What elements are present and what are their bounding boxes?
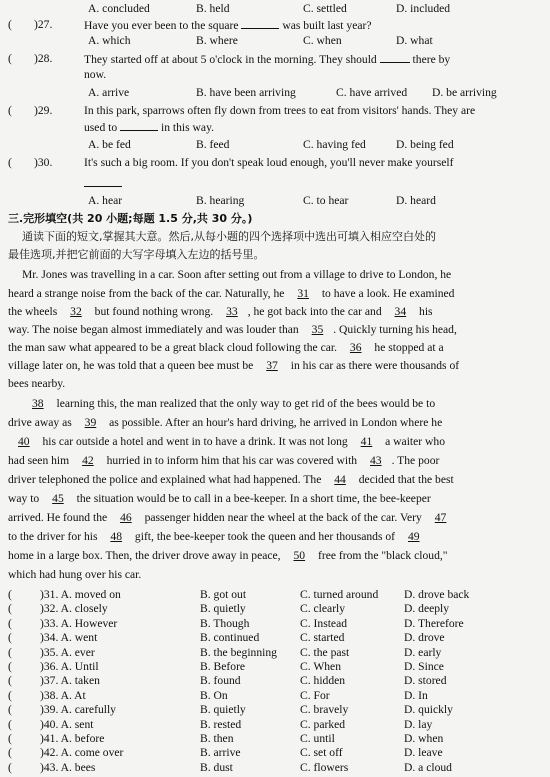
blank-50: 50 xyxy=(293,549,306,562)
answer-option-c[interactable]: C. the past xyxy=(300,645,350,659)
passage-line: drive away as 39 as possible. After an hour's hard driving, he arrived in London where he xyxy=(8,416,443,429)
passage-line: which had hung over his car. xyxy=(8,568,142,581)
answer-option-c[interactable]: C. clearly xyxy=(300,602,346,616)
blank-40: 40 xyxy=(18,435,30,448)
answer-paren[interactable]: ( xyxy=(8,104,12,117)
answer-option-d[interactable]: D. early xyxy=(404,645,442,659)
section-instruction-1: 通读下面的短文,掌握其大意。然后,从每小题的四个选择项中选出可填入相应空白处的 xyxy=(22,230,436,243)
blank-33: 33 xyxy=(226,305,238,318)
passage-line: had seen him 42 hurried in to inform him that his car was covered with 43 . The poor xyxy=(8,454,440,467)
q30-option-a[interactable]: A. hear xyxy=(88,194,123,207)
q26-options xyxy=(0,2,550,16)
answer-option-d[interactable]: D. leave xyxy=(404,746,443,760)
answer-option-c[interactable]: C. started xyxy=(300,631,345,645)
answer-option-b[interactable]: B. then xyxy=(200,732,234,745)
q30-option-d[interactable]: D. heard xyxy=(396,194,436,207)
answer-option-d[interactable]: D. Therefore xyxy=(404,616,464,630)
answer-blank xyxy=(380,52,410,63)
answer-option-a[interactable]: )33. A. However xyxy=(40,616,118,630)
answer-option-d[interactable]: D. deeply xyxy=(404,602,450,616)
q26-option-c[interactable]: C. settled xyxy=(303,2,347,15)
q30-options xyxy=(0,194,550,208)
answer-option-a[interactable]: )42. A. come over xyxy=(40,746,124,760)
answer-blank xyxy=(120,120,158,131)
answer-paren[interactable]: ( xyxy=(8,645,12,659)
passage-line: the wheels 32 but found nothing wrong. 33 , he got back into the car and 34 his xyxy=(8,305,433,318)
passage-line: way to 45 the situation would be to call in a bee-keeper. In a short time, the bee-keeper xyxy=(8,492,431,505)
answer-option-c[interactable]: C. For xyxy=(300,688,330,702)
answer-paren[interactable]: ( xyxy=(8,602,12,616)
q27-option-c[interactable]: C. when xyxy=(303,34,342,47)
answer-paren[interactable]: ( xyxy=(8,631,12,645)
q28-option-a[interactable]: A. arrive xyxy=(88,86,130,99)
answer-option-a[interactable]: )38. A. At xyxy=(40,688,86,702)
q28-option-c[interactable]: C. have arrived xyxy=(336,86,408,99)
answer-paren[interactable]: ( xyxy=(8,688,12,702)
answer-option-d[interactable]: D. In xyxy=(404,688,428,702)
answer-option-c[interactable]: C. When xyxy=(300,660,342,673)
answer-option-a[interactable]: )37. A. taken xyxy=(40,674,100,688)
passage-line: home in a large box. Then, the driver drove away in peace, 50 free from the "black cloud," xyxy=(8,549,448,562)
answer-option-b[interactable]: B. quietly xyxy=(200,602,246,616)
blank-46: 46 xyxy=(120,511,132,524)
question-number: )29. xyxy=(34,104,53,117)
answer-option-d[interactable]: D. lay xyxy=(404,717,433,731)
blank-37: 37 xyxy=(266,359,278,372)
question-text: Have you ever been to the square was built last year? xyxy=(84,19,372,32)
q27-option-d[interactable]: D. what xyxy=(396,34,433,47)
blank-32: 32 xyxy=(70,305,82,318)
question-number: )28. xyxy=(34,52,53,65)
passage-line: to the driver for his 48 gift, the bee-keeper took the queen and her thousands of 49 xyxy=(8,530,430,543)
q26-option-b[interactable]: B. held xyxy=(196,2,230,15)
answer-paren[interactable]: ( xyxy=(8,52,12,65)
passage-line: 40 his car outside a hotel and went in to have a drink. It was not long 41 a waiter who xyxy=(8,435,445,448)
passage-line: bees nearby. xyxy=(8,377,66,390)
answer-option-b[interactable]: B. Before xyxy=(200,660,246,673)
answer-option-a[interactable]: )31. A. moved on xyxy=(40,588,121,601)
answer-option-d[interactable]: D. when xyxy=(404,732,444,745)
question-number: )27. xyxy=(34,18,53,31)
blank-48: 48 xyxy=(110,530,123,543)
blank-49: 49 xyxy=(407,530,420,543)
q27-options xyxy=(0,34,550,48)
answer-paren[interactable]: ( xyxy=(8,616,12,630)
answer-row xyxy=(0,761,550,777)
answer-option-c[interactable]: C. parked xyxy=(300,717,346,731)
question-text: They started off at about 5 o'clock in the morning. They should there by xyxy=(84,53,451,66)
blank-44: 44 xyxy=(334,473,346,486)
answer-option-c[interactable]: C. hidden xyxy=(300,674,346,688)
q27-option-b[interactable]: B. where xyxy=(196,34,238,47)
blank-36: 36 xyxy=(349,341,362,354)
q28-option-d[interactable]: D. be arriving xyxy=(432,86,497,99)
answer-option-c[interactable]: C. set off xyxy=(300,746,343,760)
blank-43: 43 xyxy=(370,454,382,467)
answer-paren[interactable]: ( xyxy=(8,18,12,31)
answer-paren[interactable]: ( xyxy=(8,732,12,745)
answer-paren[interactable]: ( xyxy=(8,674,12,688)
answer-option-a[interactable]: )34. A. went xyxy=(40,631,98,645)
q28-options xyxy=(0,86,550,100)
answer-paren[interactable]: ( xyxy=(8,703,12,717)
q27-option-a[interactable]: A. which xyxy=(88,34,131,47)
passage-line: Mr. Jones was travelling in a car. Soon after setting out from a village to drive to London, he xyxy=(22,268,452,281)
answer-option-d[interactable]: D. quickly xyxy=(404,703,453,717)
answer-option-a[interactable]: )32. A. closely xyxy=(40,602,108,616)
q29-option-c[interactable]: C. having fed xyxy=(303,138,366,151)
answer-option-a[interactable]: )43. A. bees xyxy=(40,760,96,774)
answer-option-a[interactable]: )36. A. Until xyxy=(40,660,99,673)
question-number: )30. xyxy=(34,156,53,169)
answer-option-b[interactable]: B. On xyxy=(200,688,228,702)
answer-option-b[interactable]: B. dust xyxy=(200,760,233,774)
q29-option-d[interactable]: D. being fed xyxy=(396,138,454,151)
answer-blank xyxy=(84,176,122,191)
passage-line: heard a strange noise from the back of the car. Naturally, he 31 to have a look. He examined xyxy=(8,287,455,300)
blank-45: 45 xyxy=(52,492,64,505)
answer-blank xyxy=(241,18,279,29)
answer-option-c[interactable]: C. turned around xyxy=(300,588,379,601)
answer-paren[interactable]: ( xyxy=(8,588,12,601)
q26-option-d[interactable]: D. included xyxy=(396,2,451,15)
blank-35: 35 xyxy=(311,323,324,336)
answer-option-b[interactable]: B. got out xyxy=(200,588,247,601)
answer-option-c[interactable]: C. bravely xyxy=(300,703,349,717)
q29-text-cont: used to in this way. xyxy=(84,121,215,134)
answer-option-b[interactable]: B. found xyxy=(200,674,241,688)
section-title: 三.完形填空(共 20 小题;每题 1.5 分,共 30 分。) xyxy=(8,212,253,225)
q26-option-a[interactable]: A. concluded xyxy=(88,2,150,15)
passage-line: the man saw what appeared to be a great black cloud following the car. 36 he stopped at a xyxy=(8,341,444,354)
answer-option-d[interactable]: D. drove back xyxy=(404,588,470,601)
answer-option-b[interactable]: B. the beginning xyxy=(200,645,277,659)
answer-paren[interactable]: ( xyxy=(8,156,12,169)
passage-line: village later on, he was told that a queen bee must be 37 in his car as there were thousands of xyxy=(8,359,460,372)
blank-41: 41 xyxy=(360,435,373,448)
q28-option-b[interactable]: B. have been arriving xyxy=(196,86,296,99)
section-instruction-2: 最佳选项,并把它前面的大写字母填入左边的括号里。 xyxy=(8,248,265,261)
answer-paren[interactable]: ( xyxy=(8,760,12,774)
answer-option-d[interactable]: D. drove xyxy=(404,631,445,645)
answer-option-c[interactable]: C. flowers xyxy=(300,760,349,774)
blank-42: 42 xyxy=(82,454,94,467)
answer-option-b[interactable]: B. continued xyxy=(200,631,260,645)
answer-option-d[interactable]: D. Since xyxy=(404,660,444,673)
q29-option-b[interactable]: B. feed xyxy=(196,138,230,151)
blank-47: 47 xyxy=(434,511,447,524)
blank-38: 38 xyxy=(32,397,44,410)
answer-option-b[interactable]: B. Though xyxy=(200,616,250,630)
q29-options xyxy=(0,138,550,152)
q30-option-b[interactable]: B. hearing xyxy=(196,194,245,207)
answer-option-b[interactable]: B. rested xyxy=(200,717,242,731)
answer-option-a[interactable]: )41. A. before xyxy=(40,732,105,745)
answer-option-b[interactable]: B. arrive xyxy=(200,746,241,760)
q28-text-cont: now. xyxy=(84,68,107,81)
passage-line: way. The noise began almost immediately and was louder than 35 . Quickly turning his head, xyxy=(8,323,457,336)
question-text: In this park, sparrows often fly down from trees to eat from visitors' hands. They are xyxy=(84,104,476,117)
answer-option-a[interactable]: )39. A. carefully xyxy=(40,703,116,717)
blank-34: 34 xyxy=(394,305,407,318)
answer-option-d[interactable]: D. stored xyxy=(404,674,447,688)
answer-option-c[interactable]: C. Instead xyxy=(300,616,348,630)
q30-option-c[interactable]: C. to hear xyxy=(303,194,349,207)
answer-option-b[interactable]: B. quietly xyxy=(200,703,246,717)
q29-option-a[interactable]: A. be fed xyxy=(88,138,131,151)
passage-line: 38 learning this, the man realized that the only way to get rid of the bees would be to xyxy=(22,397,435,410)
question-text: It's such a big room. If you don't speak loud enough, you'll never make yourself xyxy=(84,156,454,169)
answer-paren[interactable]: ( xyxy=(8,660,12,673)
blank-39: 39 xyxy=(84,416,97,429)
passage-line: driver telephoned the police and explained what had happened. The 44 decided that the best xyxy=(8,473,454,486)
answer-option-c[interactable]: C. until xyxy=(300,732,335,745)
passage-line: arrived. He found the 46 passenger hidden near the wheel at the back of the car. Very 47 xyxy=(8,511,456,524)
answer-option-a[interactable]: )40. A. sent xyxy=(40,717,94,731)
answer-paren[interactable]: ( xyxy=(8,746,12,760)
answer-paren[interactable]: ( xyxy=(8,717,12,731)
blank-31: 31 xyxy=(297,287,309,300)
answer-option-d[interactable]: D. a cloud xyxy=(404,760,452,774)
answer-option-a[interactable]: )35. A. ever xyxy=(40,645,95,659)
